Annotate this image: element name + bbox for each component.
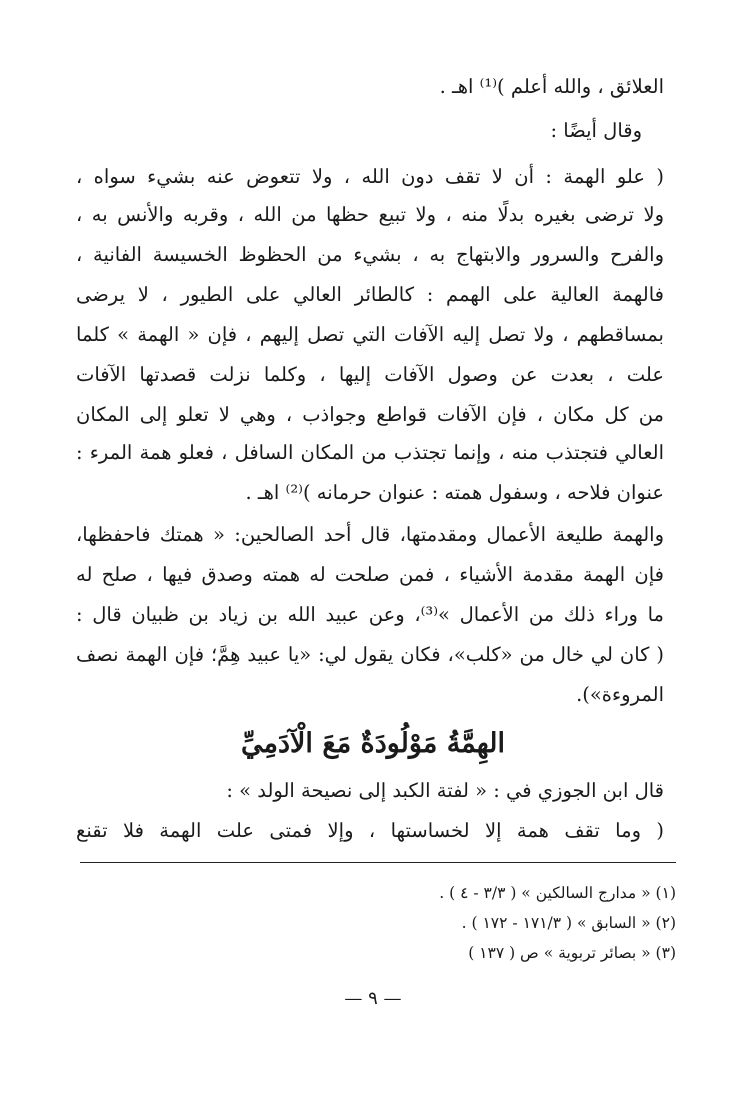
page-number: — ٩ — (344, 988, 402, 1009)
body-line: فالهمة العالية على الهمم : كالطائر العالي على الطيور ، لا يرضى (76, 283, 664, 306)
body-line: فإن الهمة مقدمة الأشياء ، فمن صلحت له همته وصدق فيها ، صلح له (76, 563, 664, 586)
body-line: ( كان لي خال من «كلب»، فكان يقول لي: «يا عبيد هِمَّ؛ فإن الهمة نصف (76, 643, 664, 666)
footnote: (٣) « بصائر تربوية » ص ( ١٣٧ ) (468, 944, 676, 962)
body-line: والهمة طليعة الأعمال ومقدمتها، قال أحد الصالحين: « همتك فاحفظها، (76, 523, 664, 546)
body-line: المروءة»). (576, 683, 664, 706)
footnote-divider (80, 862, 676, 863)
body-line: وقال أيضًا : (550, 119, 642, 142)
body-line: ( علو الهمة : أن لا تقف دون الله ، ولا تتعوض عنه بشيء سواه ، (76, 165, 664, 188)
body-line: قال ابن الجوزي في : « لفتة الكبد إلى نصيحة الولد » : (226, 779, 664, 802)
footnote: (١) « مدارج السالكين » ( ٣/٣ - ٤ ) . (439, 884, 676, 902)
body-line: من كل مكان ، فإن الآفات قواطع وجواذب ، وهي لا تعلو إلى المكان (76, 403, 664, 426)
body-line: بمساقطهم ، ولا تصل إليه الآفات التي تصل إليهم ، فإن « الهمة » كلما (76, 323, 664, 346)
footnote: (٢) « السابق » ( ١٧١/٣ - ١٧٢ ) . (461, 914, 676, 932)
body-line: العالي فتجتذب منه ، وإنما تجتذب من المكان السافل ، فعلو همة المرء : (76, 441, 664, 464)
body-line: ( وما تقف همة إلا لخساستها ، وإلا فمتى علت الهمة فلا تقنع (76, 819, 664, 842)
body-line: ما وراء ذلك من الأعمال »⁽³⁾، وعن عبيد الله بن زياد بن ظبيان قال : (76, 603, 664, 626)
body-line: علت ، بعدت عن وصول الآفات إليها ، وكلما نزلت قصدتها الآفات (76, 363, 664, 386)
body-line: العلائق ، والله أعلم )⁽¹⁾ اهـ . (439, 75, 664, 98)
body-line: عنوان فلاحه ، وسفول همته : عنوان حرمانه )⁽²⁾ اهـ . (245, 481, 664, 504)
body-line: ولا ترضى بغيره بدلًا منه ، ولا تبيع حظها من الله ، وقربه والأنس به ، (76, 203, 664, 226)
body-line: والفرح والسرور والابتهاج به ، بشيء من الحظوظ الخسيسة الفانية ، (76, 243, 664, 266)
section-heading: الهِمَّةُ مَوْلُودَةٌ مَعَ الْآدَمِيِّ (241, 728, 505, 759)
